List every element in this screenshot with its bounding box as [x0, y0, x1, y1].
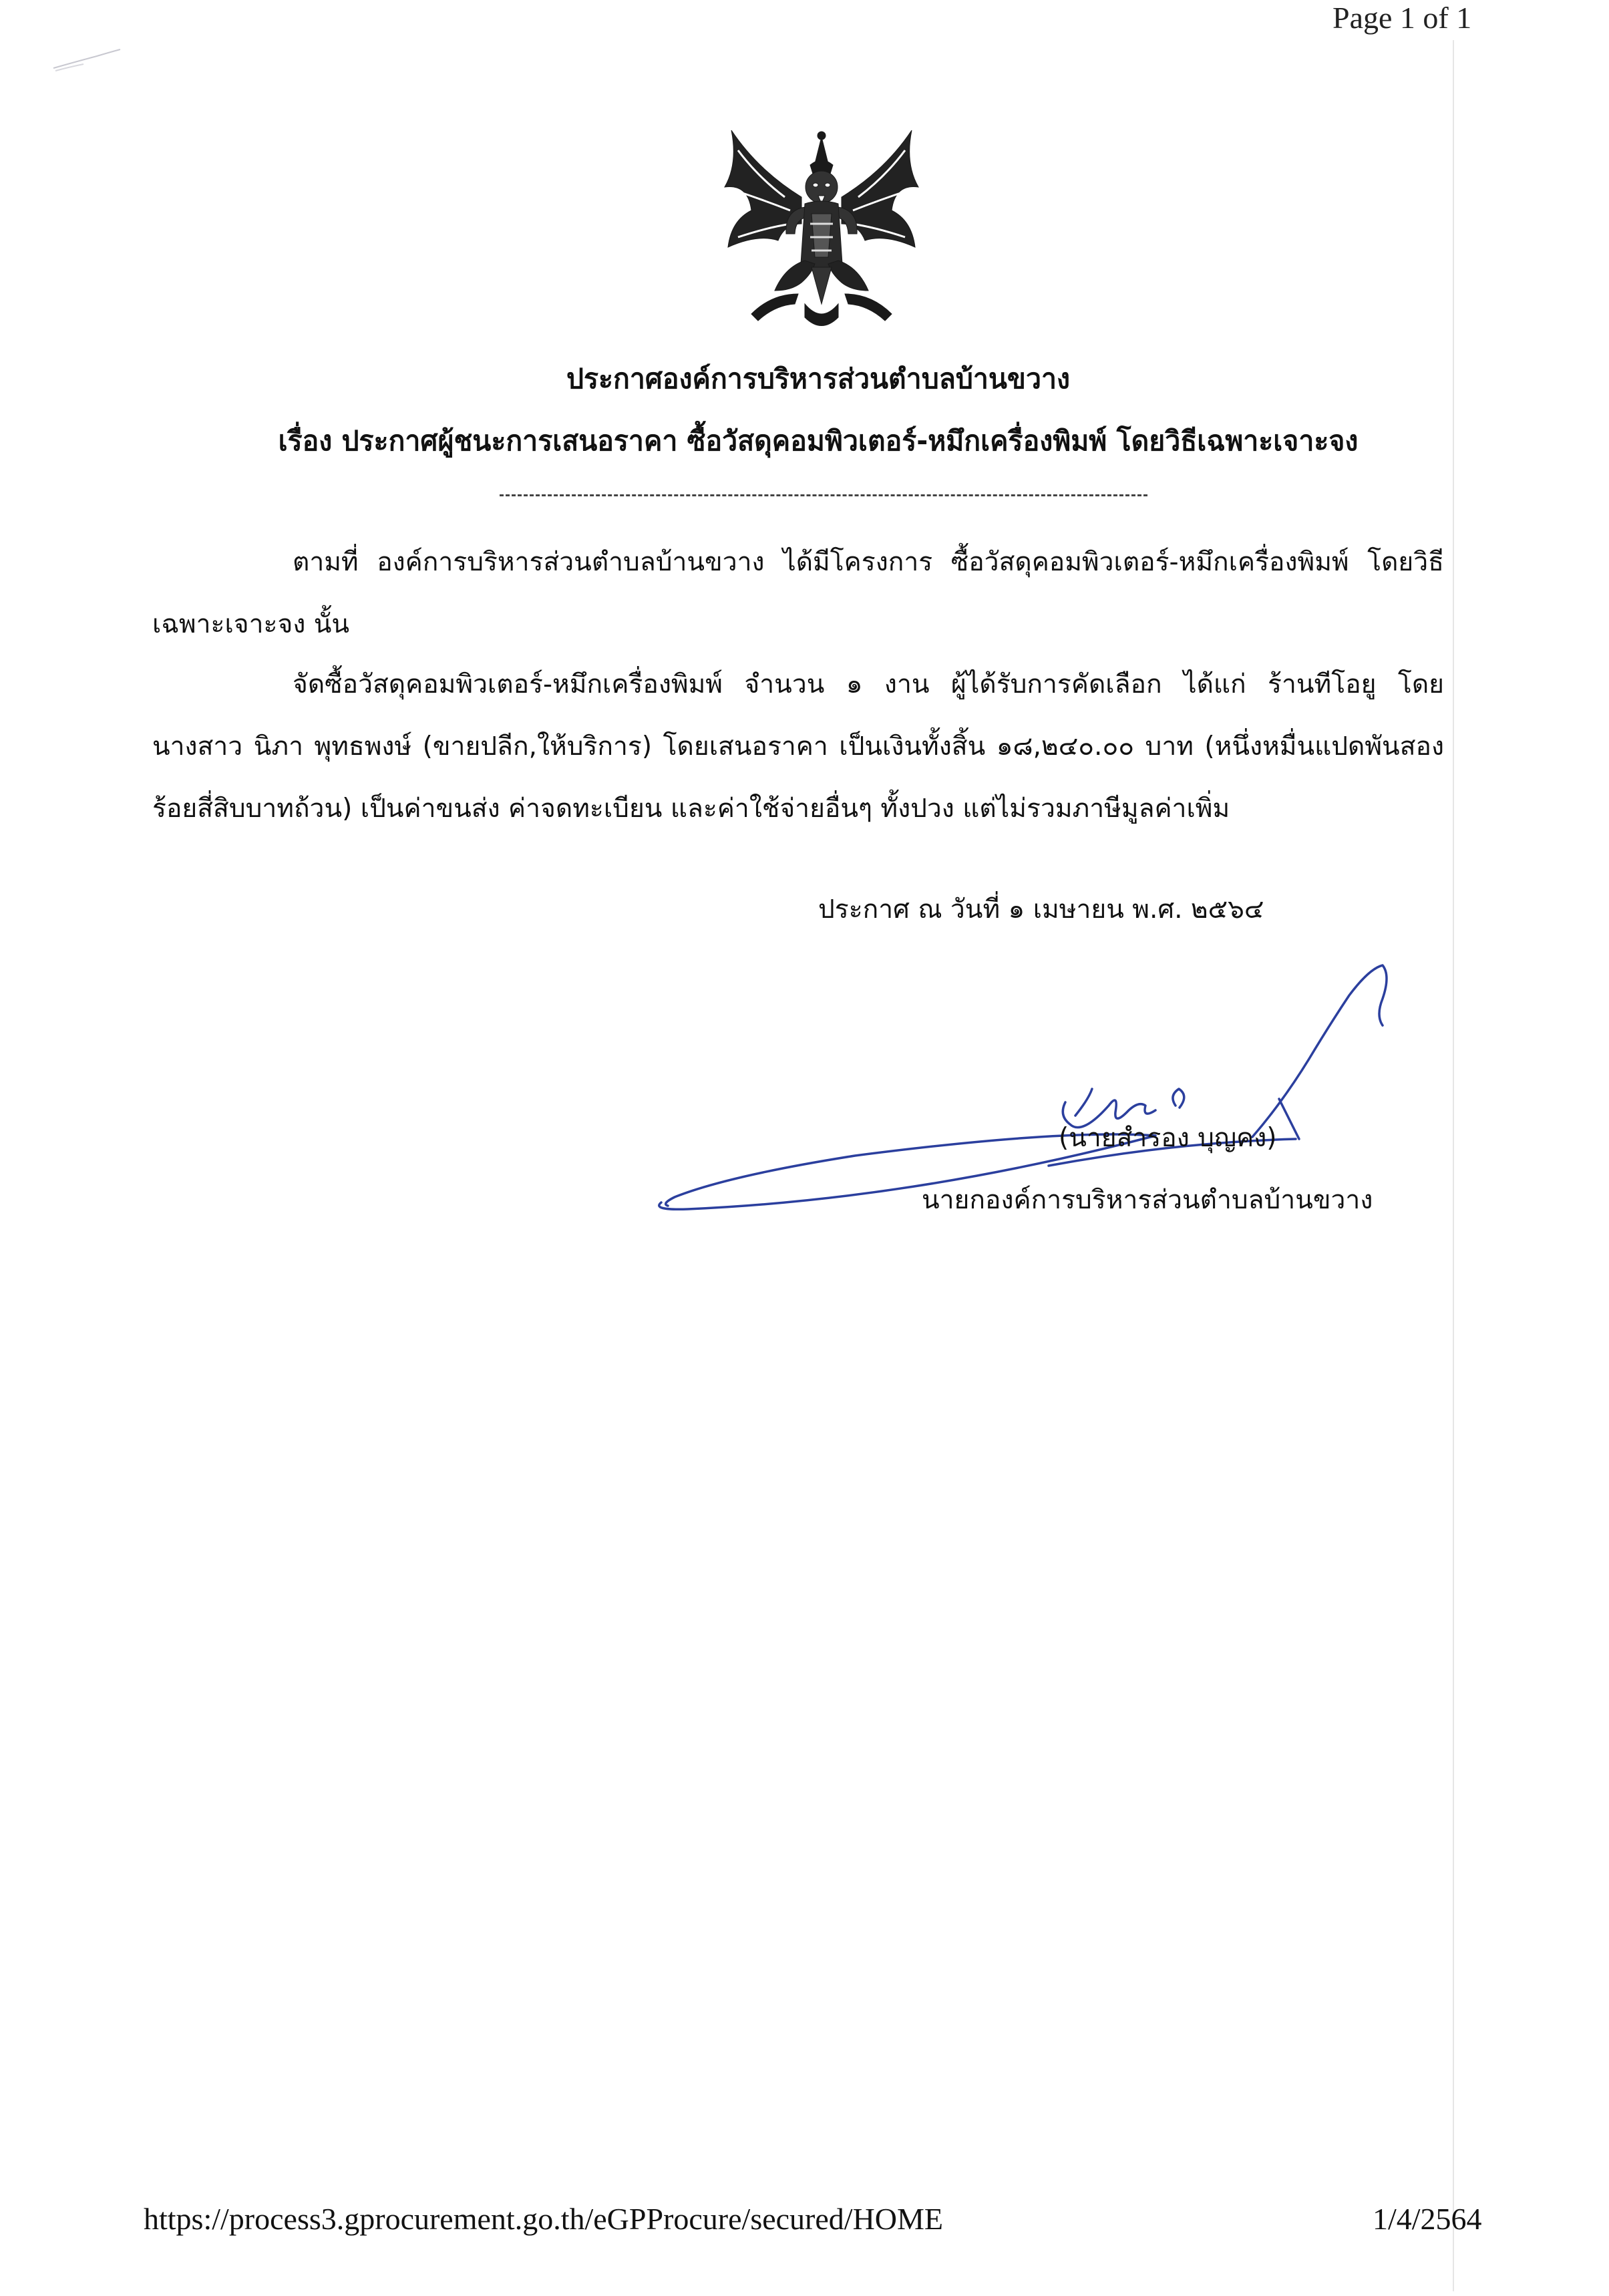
footer-date: 1/4/2564 [1373, 2202, 1482, 2236]
signer-name: (นายสำรอง บุญคง) [1059, 1123, 1277, 1153]
footer-url[interactable]: https://process3.gprocurement.go.th/eGPProcure/secured/HOME [144, 2202, 944, 2236]
announcement-title: ประกาศองค์การบริหารส่วนตำบลบ้านขวาง [566, 363, 1071, 395]
scan-smudge [50, 47, 124, 73]
page-indicator: Page 1 of 1 [1332, 1, 1472, 35]
garuda-emblem-icon [711, 124, 932, 337]
signer-position: นายกองค์การบริหารส่วนตำบลบ้านขวาง [922, 1185, 1373, 1215]
announcement-subject: เรื่อง ประกาศผู้ชนะการเสนอราคา ซื้อวัสดุคอมพิวเตอร์-หมึกเครื่องพิมพ์ โดยวิธีเฉพาะเจาะจง [278, 425, 1359, 457]
body-paragraph-1: ตามที่ องค์การบริหารส่วนตำบลบ้านขวาง ได้มีโครงการ ซื้อวัสดุคอมพิวเตอร์-หมึกเครื่องพิมพ์ โดยวิธีเฉพาะเจาะจง นั้น [152, 547, 1444, 639]
dashed-separator [500, 494, 1147, 496]
announcement-date: ประกาศ ณ วันที่ ๑ เมษายน พ.ศ. ๒๕๖๔ [818, 894, 1264, 925]
body-paragraph-2: จัดซื้อวัสดุคอมพิวเตอร์-หมึกเครื่องพิมพ์ จำนวน ๑ งาน ผู้ได้รับการคัดเลือก ได้แก่ ร้านทีโอยู โดย นางสาว นิภา พุทธพงษ์ (ขายปลีก,ให้บริการ) โดยเสนอราคา เป็นเงินทั้งสิ้น ๑๘,๒๔๐.๐๐ บาท (หนึ่งหมื่นแปดพันสองร้อยสี่สิบบาทถ้วน) เป็นค่าขนส่ง ค่าจดทะเบียน และค่าใช้จ่ายอื่นๆ ทั้งปวง แต่ไม่รวมภาษีมูลค่าเพิ่ม [152, 669, 1444, 824]
